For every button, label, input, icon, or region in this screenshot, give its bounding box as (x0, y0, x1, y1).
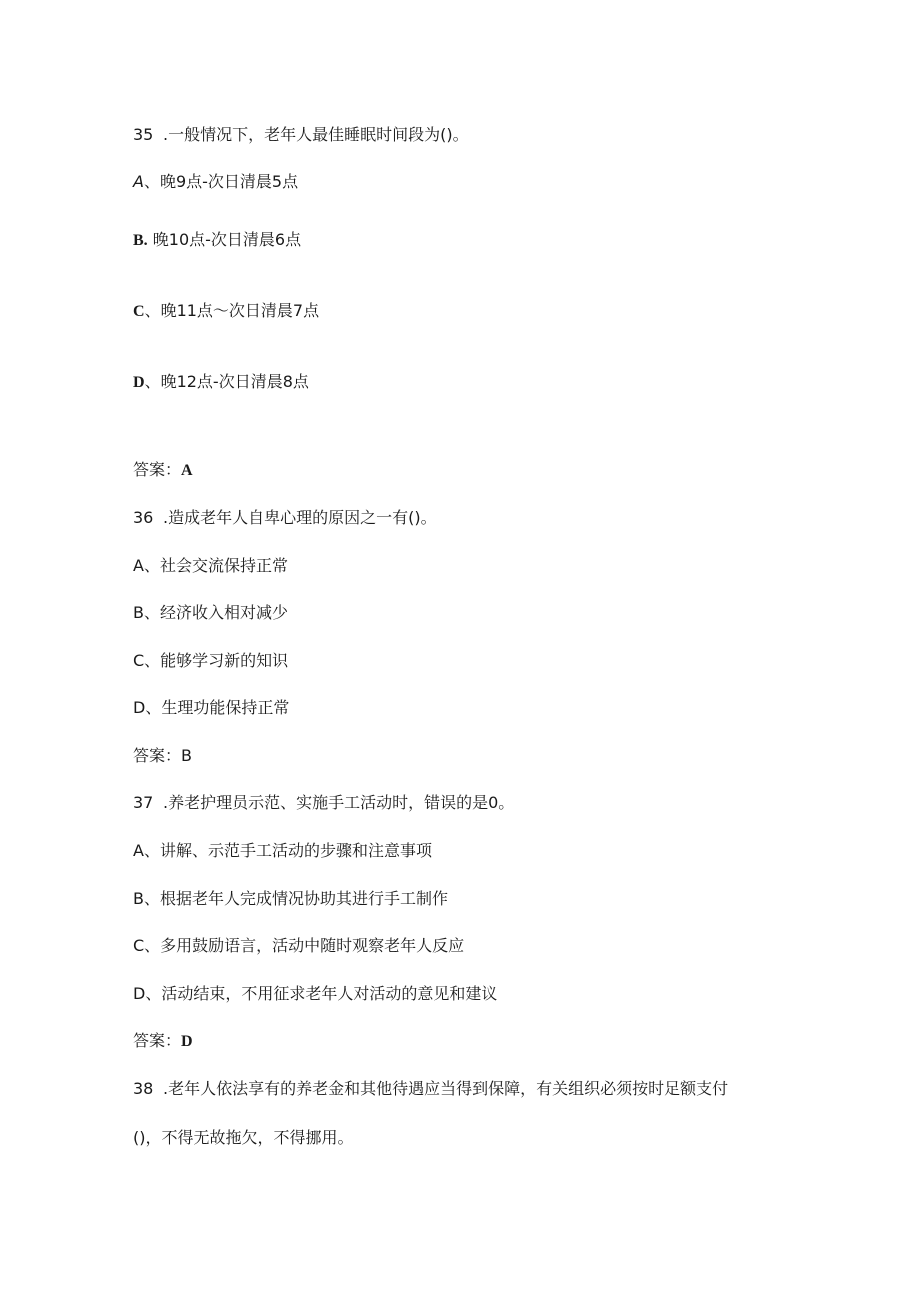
option-d: D、活动结束，不用征求老年人对活动的意见和建议 (133, 984, 498, 1003)
question-text: .造成老年人自卑心理的原因之一有()。 (163, 508, 437, 527)
question-text: .养老护理员示范、实施手工活动时，错误的是0。 (163, 793, 515, 812)
option-text: 、晚12点-次日清晨8点 (144, 372, 309, 391)
question-text: .一般情况下，老年人最佳睡眠时间段为()。 (163, 125, 469, 144)
answer-37 (133, 1030, 193, 1053)
question-number: 37 (133, 793, 154, 812)
question-number: 38 (133, 1079, 154, 1098)
option-a: A、社会交流保持正常 (133, 556, 288, 575)
option-letter: C (133, 303, 145, 320)
question-36-stem (133, 507, 437, 529)
answer-label: 答案： (133, 460, 182, 479)
option-text: 、晚11点〜次日清晨7点 (144, 301, 320, 320)
option-b: B、根据老年人完成情况协助其进行手工制作 (133, 889, 448, 908)
question-38-stem (133, 1078, 728, 1100)
answer-value: A (181, 462, 193, 479)
option-a (133, 171, 298, 193)
question-number: 35 (133, 125, 154, 144)
option-text: 晚10点-次日清晨6点 (147, 230, 302, 249)
option-letter: B. (133, 232, 148, 249)
answer-36 (133, 745, 192, 767)
option-b: B、经济收入相对减少 (133, 603, 288, 622)
question-35-stem (133, 124, 469, 146)
answer-label: 答案： (133, 1031, 182, 1050)
option-c: C、多用鼓励语言，活动中随时观察老年人反应 (133, 936, 465, 955)
option-d: D、生理功能保持正常 (133, 698, 290, 717)
answer-value: B (181, 746, 192, 765)
option-letter: A (133, 172, 144, 191)
option-b (133, 229, 301, 252)
option-text: 、晚9点-次日清晨5点 (143, 172, 299, 191)
option-letter: D (133, 374, 145, 391)
answer-35 (133, 459, 193, 482)
question-text: .老年人依法享有的养老金和其他待遇应当得到保障，有关组织必须按时足额支付 (163, 1079, 729, 1098)
option-a: A、讲解、示范手工活动的步骤和注意事项 (133, 841, 432, 860)
question-37-stem (133, 792, 514, 814)
option-d (133, 371, 309, 394)
option-c (133, 300, 319, 323)
answer-value: D (181, 1033, 193, 1050)
question-38-stem-continued: ()，不得无故拖欠，不得挪用。 (133, 1128, 354, 1147)
answer-label: 答案： (133, 746, 182, 765)
question-number: 36 (133, 508, 154, 527)
option-c: C、能够学习新的知识 (133, 651, 289, 670)
